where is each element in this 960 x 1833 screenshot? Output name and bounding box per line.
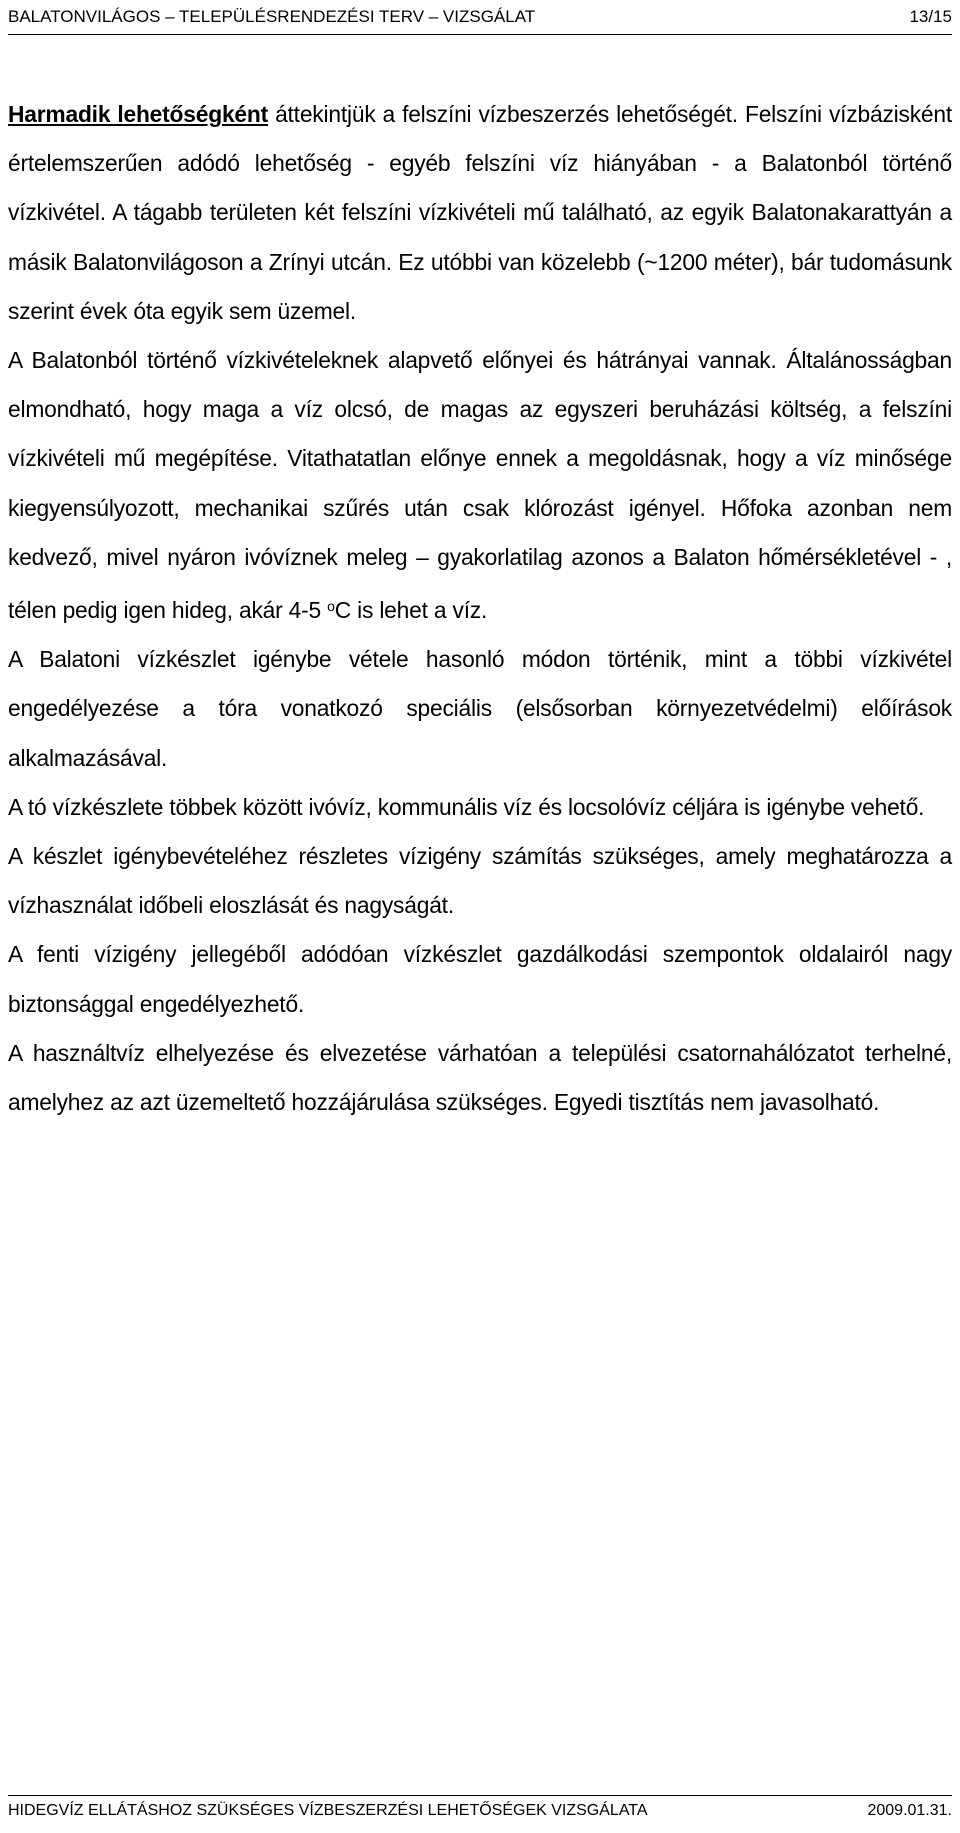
paragraph-text: A Balatonból történő vízkivételeknek alapvető előnyei és hátrányai vannak. Általánosságban elmondható, hogy maga a víz olcsó, de magas az egyszeri beruházási költség, a felszíni vízkivételi mű megépítése. Vitathatatlan előnye ennek a megoldásnak, hogy a víz minősége kiegyensúlyozott, mechanikai szűrés után csak klórozást igényel. Hőfoka azonban nem kedvező, mivel nyáron ivóvíznek meleg – gyakorlatilag azonos a Balaton hőmérsékletével - , télen pedig igen hideg, akár 4-5 bbox=[8, 347, 952, 624]
paragraph-text: áttekintjük a felszíni vízbeszerzés lehetőségét. Felszíni vízbázisként értelemszerűen adódó lehetőség - egyéb felszíni víz hiányában - a Balatonból történő vízkivétel. A tágabb területen két felszíni vízkivételi mű található, az egyik Balatonakarattyán a másik Balatonvilágoson a Zrínyi utcán. Ez utóbbi van közelebb (~1200 méter), bár tudomásunk szerint évek óta egyik sem üzemel. bbox=[8, 101, 952, 324]
degree-sign: o bbox=[327, 598, 335, 615]
page-footer bbox=[8, 1795, 952, 1826]
paragraph-surface-water-option bbox=[8, 90, 952, 336]
paragraph-wastewater: A használtvíz elhelyezése és elvezetése várhatóan a települési csatornahálózatot terhelné, amelyhez az azt üzemeltető hozzájárulása szükséges. Egyedi tisztítás nem javasolható. bbox=[8, 1039, 952, 1116]
paragraph-usage: A tó vízkészlete többek között ivóvíz, kommunális víz és locsolóvíz céljára is igénybe vehető. bbox=[8, 793, 925, 820]
option-heading: Harmadik lehetőségként bbox=[8, 101, 269, 127]
footer-date: 2009.01.31. bbox=[867, 1802, 952, 1819]
paragraph-text: C is lehet a víz. bbox=[334, 597, 488, 624]
footer-title: HIDEGVÍZ ELLÁTÁSHOZ SZÜKSÉGES VÍZBESZERZÉSI LEHETŐSÉGEK VIZSGÁLATA bbox=[8, 1802, 648, 1819]
page-number: 13/15 bbox=[909, 7, 952, 26]
paragraph-advantages bbox=[8, 336, 952, 635]
document-body bbox=[8, 90, 952, 1127]
header-title: BALATONVILÁGOS – TELEPÜLÉSRENDEZÉSI TERV – VIZSGÁLAT bbox=[8, 7, 536, 26]
paragraph-demand-calc: A készlet igénybevételéhez részletes vízigény számítás szükséges, amely meghatározza a vízhasználat időbeli eloszlását és nagyságát. bbox=[8, 843, 952, 919]
paragraph-approval: A fenti vízigény jellegéből adódóan vízkészlet gazdálkodási szempontok oldalairól nagy biztonsággal engedélyezhető. bbox=[8, 941, 952, 1017]
page-header bbox=[8, 0, 952, 35]
paragraph-permit: A Balatoni vízkészlet igénybe vétele hasonló módon történik, mint a többi vízkivétel engedélyezése a tóra vonatkozó speciális (elsősorban környezetvédelmi) előírások alkalmazásával. bbox=[8, 646, 952, 771]
